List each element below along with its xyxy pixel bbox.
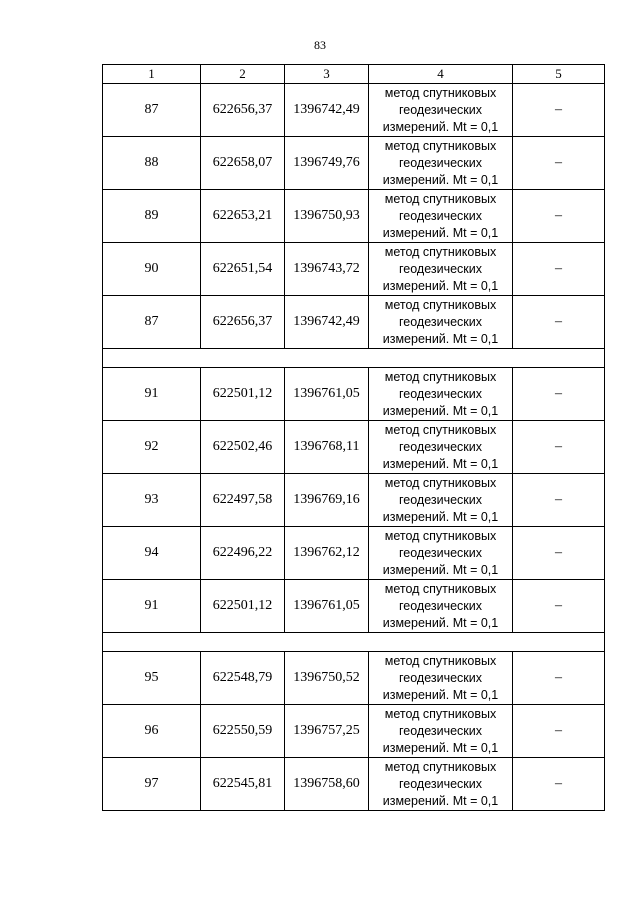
point-number-cell: 96 — [103, 705, 201, 758]
accuracy-cell: – — [513, 421, 605, 474]
method-text-line: метод спутниковых — [384, 528, 497, 543]
column-header: 3 — [285, 65, 369, 84]
y-coordinate-cell: 1396768,11 — [285, 421, 369, 474]
point-number-cell: 89 — [103, 190, 201, 243]
method-cell — [369, 527, 513, 580]
method-text-line: измерений. Mt = 0,1 — [382, 172, 499, 187]
method-cell — [369, 243, 513, 296]
method-text-line: метод спутниковых — [384, 85, 497, 100]
method-text-line: метод спутниковых — [384, 422, 497, 437]
x-coordinate-cell: 622502,46 — [201, 421, 285, 474]
accuracy-cell: – — [513, 137, 605, 190]
method-cell — [369, 368, 513, 421]
table-row — [103, 190, 605, 243]
method-text-line: геодезических — [398, 261, 482, 276]
method-text-line: метод спутниковых — [384, 297, 497, 312]
method-text-line: измерений. Mt = 0,1 — [382, 687, 499, 702]
x-coordinate-cell: 622656,37 — [201, 84, 285, 137]
method-text-line: метод спутниковых — [384, 706, 497, 721]
table-row — [103, 296, 605, 349]
method-text-line: метод спутниковых — [384, 138, 497, 153]
y-coordinate-cell: 1396757,25 — [285, 705, 369, 758]
method-text-line: измерений. Mt = 0,1 — [382, 615, 499, 630]
y-coordinate-cell: 1396742,49 — [285, 84, 369, 137]
coordinates-table — [102, 64, 605, 811]
x-coordinate-cell: 622501,12 — [201, 580, 285, 633]
method-cell — [369, 652, 513, 705]
separator-cell — [103, 633, 605, 652]
method-cell — [369, 705, 513, 758]
point-number-cell: 92 — [103, 421, 201, 474]
point-number-cell: 97 — [103, 758, 201, 811]
point-number-cell: 91 — [103, 580, 201, 633]
method-text-line: измерений. Mt = 0,1 — [382, 403, 499, 418]
method-cell — [369, 190, 513, 243]
x-coordinate-cell: 622501,12 — [201, 368, 285, 421]
y-coordinate-cell: 1396761,05 — [285, 580, 369, 633]
method-cell — [369, 84, 513, 137]
method-text-line: геодезических — [398, 155, 482, 170]
accuracy-cell: – — [513, 190, 605, 243]
y-coordinate-cell: 1396749,76 — [285, 137, 369, 190]
method-text-line: метод спутниковых — [384, 759, 497, 774]
method-text-line: метод спутниковых — [384, 244, 497, 259]
x-coordinate-cell: 622497,58 — [201, 474, 285, 527]
method-text-line: метод спутниковых — [384, 191, 497, 206]
table-header-row — [103, 65, 605, 84]
group-separator-row — [103, 349, 605, 368]
method-cell — [369, 421, 513, 474]
accuracy-cell: – — [513, 580, 605, 633]
y-coordinate-cell: 1396761,05 — [285, 368, 369, 421]
point-number-cell: 94 — [103, 527, 201, 580]
method-text-line: метод спутниковых — [384, 653, 497, 668]
x-coordinate-cell: 622653,21 — [201, 190, 285, 243]
method-text-line: геодезических — [398, 208, 482, 223]
method-text-line: геодезических — [398, 102, 482, 117]
method-text-line: геодезических — [398, 386, 482, 401]
accuracy-cell: – — [513, 243, 605, 296]
y-coordinate-cell: 1396743,72 — [285, 243, 369, 296]
method-text-line: измерений. Mt = 0,1 — [382, 119, 499, 134]
method-text-line: геодезических — [398, 545, 482, 560]
method-text-line: измерений. Mt = 0,1 — [382, 740, 499, 755]
x-coordinate-cell: 622548,79 — [201, 652, 285, 705]
y-coordinate-cell: 1396750,52 — [285, 652, 369, 705]
accuracy-cell: – — [513, 296, 605, 349]
column-header: 1 — [103, 65, 201, 84]
x-coordinate-cell: 622496,22 — [201, 527, 285, 580]
method-text-line: измерений. Mt = 0,1 — [382, 456, 499, 471]
y-coordinate-cell: 1396769,16 — [285, 474, 369, 527]
x-coordinate-cell: 622658,07 — [201, 137, 285, 190]
table-row — [103, 368, 605, 421]
method-cell — [369, 137, 513, 190]
column-header: 2 — [201, 65, 285, 84]
table-row — [103, 758, 605, 811]
table-row — [103, 705, 605, 758]
accuracy-cell: – — [513, 474, 605, 527]
y-coordinate-cell: 1396750,93 — [285, 190, 369, 243]
method-text-line: геодезических — [398, 598, 482, 613]
method-text-line: метод спутниковых — [384, 369, 497, 384]
method-text-line: измерений. Mt = 0,1 — [382, 509, 499, 524]
method-text-line: измерений. Mt = 0,1 — [382, 225, 499, 240]
table-row — [103, 243, 605, 296]
method-text-line: геодезических — [398, 439, 482, 454]
point-number-cell: 91 — [103, 368, 201, 421]
point-number-cell: 95 — [103, 652, 201, 705]
table-row — [103, 474, 605, 527]
point-number-cell: 88 — [103, 137, 201, 190]
method-text-line: геодезических — [398, 723, 482, 738]
accuracy-cell: – — [513, 705, 605, 758]
method-text-line: измерений. Mt = 0,1 — [382, 331, 499, 346]
point-number-cell: 87 — [103, 296, 201, 349]
y-coordinate-cell: 1396758,60 — [285, 758, 369, 811]
method-text-line: измерений. Mt = 0,1 — [382, 793, 499, 808]
y-coordinate-cell: 1396742,49 — [285, 296, 369, 349]
method-text-line: геодезических — [398, 314, 482, 329]
column-header: 5 — [513, 65, 605, 84]
method-cell — [369, 758, 513, 811]
point-number-cell: 90 — [103, 243, 201, 296]
table-row — [103, 580, 605, 633]
method-cell — [369, 474, 513, 527]
table-row — [103, 84, 605, 137]
table-row — [103, 527, 605, 580]
method-cell — [369, 580, 513, 633]
x-coordinate-cell: 622545,81 — [201, 758, 285, 811]
x-coordinate-cell: 622656,37 — [201, 296, 285, 349]
x-coordinate-cell: 622550,59 — [201, 705, 285, 758]
accuracy-cell: – — [513, 758, 605, 811]
method-text-line: измерений. Mt = 0,1 — [382, 278, 499, 293]
table-body — [103, 84, 605, 811]
x-coordinate-cell: 622651,54 — [201, 243, 285, 296]
table-row — [103, 652, 605, 705]
y-coordinate-cell: 1396762,12 — [285, 527, 369, 580]
separator-cell — [103, 349, 605, 368]
point-number-cell: 87 — [103, 84, 201, 137]
group-separator-row — [103, 633, 605, 652]
column-header: 4 — [369, 65, 513, 84]
table-row — [103, 421, 605, 474]
method-text-line: метод спутниковых — [384, 581, 497, 596]
method-text-line: геодезических — [398, 670, 482, 685]
page-number: 83 — [314, 38, 326, 52]
method-cell — [369, 296, 513, 349]
method-text-line: измерений. Mt = 0,1 — [382, 562, 499, 577]
method-text-line: метод спутниковых — [384, 475, 497, 490]
point-number-cell: 93 — [103, 474, 201, 527]
method-text-line: геодезических — [398, 492, 482, 507]
table-row — [103, 137, 605, 190]
method-text-line: геодезических — [398, 776, 482, 791]
accuracy-cell: – — [513, 652, 605, 705]
accuracy-cell: – — [513, 368, 605, 421]
accuracy-cell: – — [513, 527, 605, 580]
accuracy-cell: – — [513, 84, 605, 137]
